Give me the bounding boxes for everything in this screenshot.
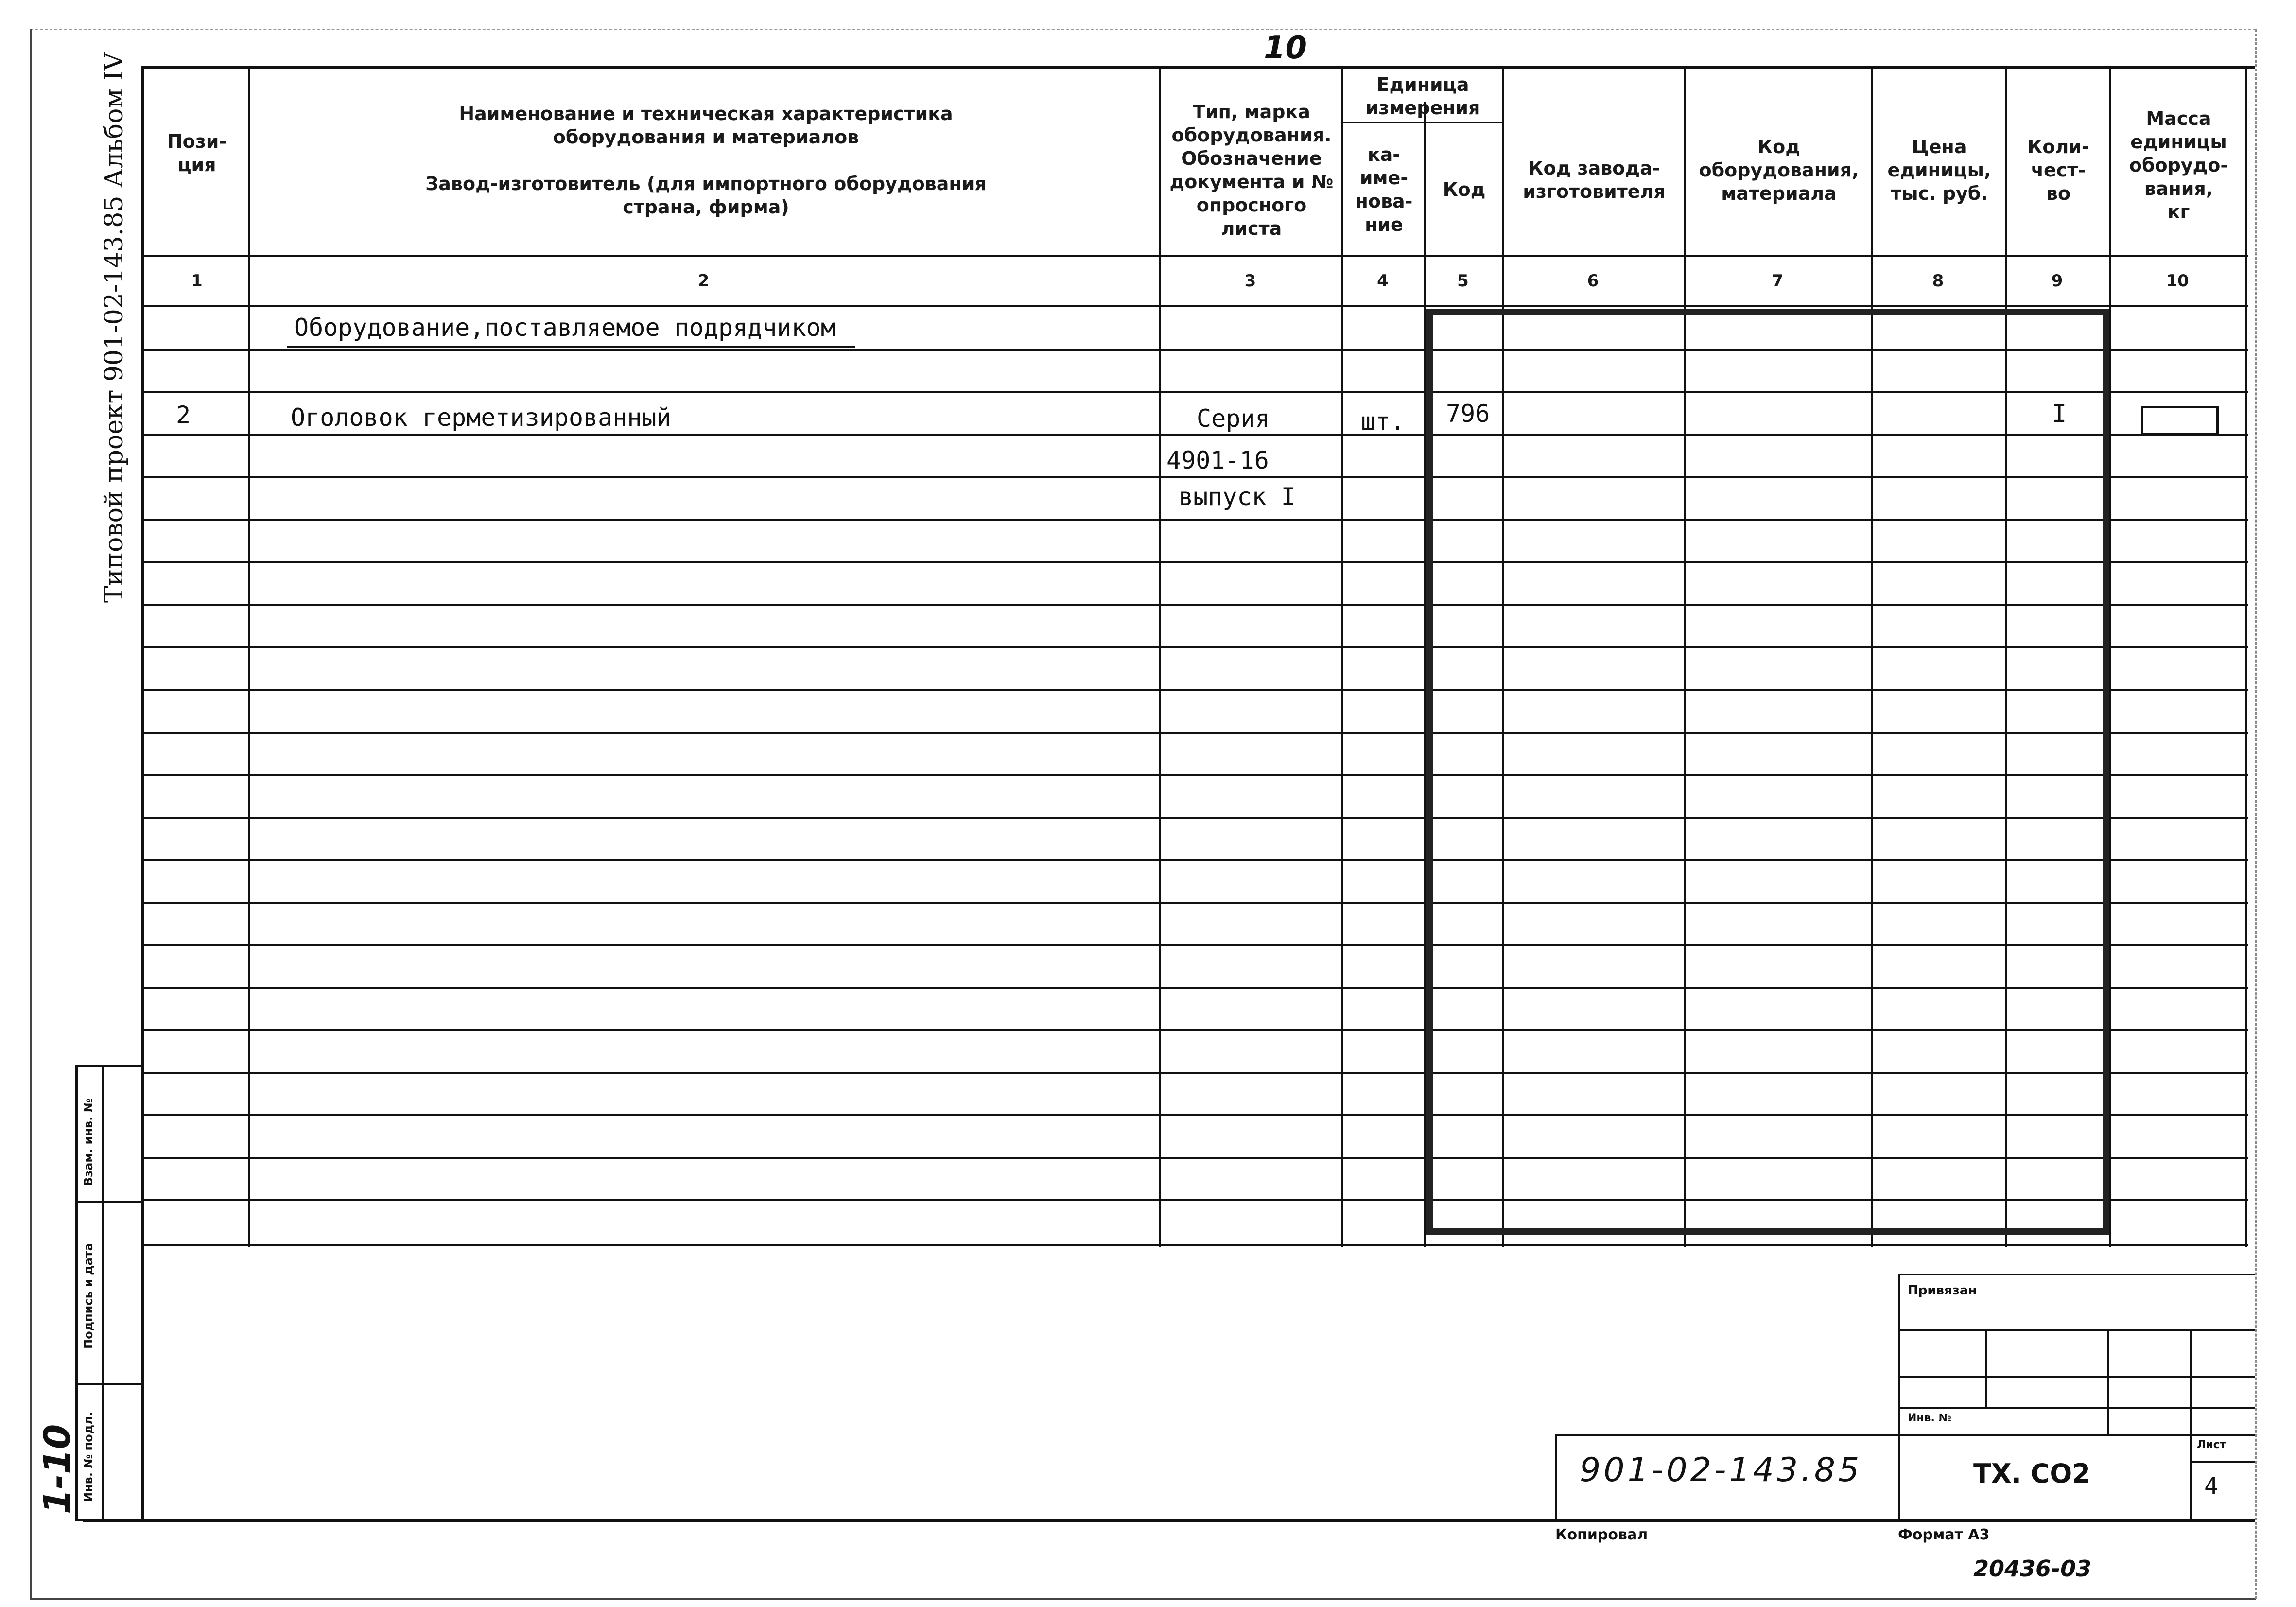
header-plant-code: Код завода- изготовителя <box>1523 157 1666 202</box>
thick-box <box>1426 309 2109 1235</box>
column-number-5: 5 <box>1457 271 1469 291</box>
item-name: Оголовок герметизированный <box>291 403 671 432</box>
kopiroval-label: Копировал <box>1555 1526 1648 1543</box>
header-position: Пози- ция <box>167 131 227 175</box>
item-type-line3: выпуск I <box>1179 483 1296 511</box>
privyazan-label: Привязан <box>1908 1283 1977 1298</box>
column-number-2: 2 <box>697 271 710 291</box>
item-unit: шт. <box>1361 407 1405 436</box>
header-price: Цена единицы, тыс. руб. <box>1887 136 1991 204</box>
section-title-underline <box>287 346 855 348</box>
item-type-line2: 4901-16 <box>1166 446 1269 474</box>
frame-top <box>141 66 2255 69</box>
column-number-9: 9 <box>2051 271 2063 291</box>
stamp-vzam-inv: Взам. инв. № <box>82 1098 95 1186</box>
header-quantity: Коли- чест- во <box>2027 136 2089 204</box>
outer-border-top <box>30 29 2256 30</box>
stamp-inv-podl: Инв. № подл. <box>82 1412 95 1502</box>
stamp-inv-number: 1-10 <box>36 1424 78 1514</box>
header-name: Наименование и техническая характеристика оборудования и материалов Завод-изготовитель (для импортного оборудования страна, фирма) <box>425 103 987 218</box>
header-unit-code: Код <box>1443 179 1486 200</box>
side-title: Типовой проект 901-02-143.85 Альбом IV <box>100 52 129 603</box>
frame-bottom <box>83 1519 2255 1522</box>
column-number-10: 10 <box>2166 271 2189 291</box>
section-title: Оборудование,поставляемое подрядчиком <box>294 314 835 342</box>
item-type-line1: Серия <box>1197 404 1270 433</box>
column-number-4: 4 <box>1377 271 1389 291</box>
format-label: Формат А3 <box>1898 1526 1990 1543</box>
outer-border-bottom <box>30 1598 2256 1600</box>
mass-empty-box <box>2141 406 2219 435</box>
outer-border-right <box>2255 29 2257 1599</box>
column-number-7: 7 <box>1772 271 1784 291</box>
header-mass: Масса единицы оборудо- вания, кг <box>2129 108 2228 223</box>
doc-number: 901-02-143.85 <box>1580 1451 1862 1489</box>
column-number-3: 3 <box>1244 271 1256 291</box>
footer-code: 20436-03 <box>1973 1555 2092 1582</box>
item-position: 2 <box>176 401 191 429</box>
doc-mark: ТХ. СО2 <box>1973 1458 2090 1489</box>
header-unit-group: Единица измерения <box>1365 73 1480 119</box>
header-equipment-code: Код оборудования, материала <box>1699 136 1859 204</box>
sheet-number: 4 <box>2204 1473 2218 1500</box>
sheet-label: Лист <box>2197 1439 2226 1451</box>
frame-left <box>141 66 144 1521</box>
column-number-1: 1 <box>191 271 203 291</box>
outer-border-left <box>30 29 32 1599</box>
item-code: 796 <box>1446 400 1490 428</box>
header-type: Тип, марка оборудования. Обозначение документа и № опросного листа <box>1169 101 1334 239</box>
item-quantity: I <box>2052 400 2067 428</box>
inv-no-label: Инв. № <box>1908 1412 1952 1424</box>
stamp-podpis: Подпись и дата <box>82 1243 95 1349</box>
column-number-6: 6 <box>1587 271 1599 291</box>
column-number-8: 8 <box>1932 271 1944 291</box>
header-unit-name: ка- име- нова- ние <box>1355 144 1413 235</box>
page-number: 10 <box>1264 30 1307 66</box>
